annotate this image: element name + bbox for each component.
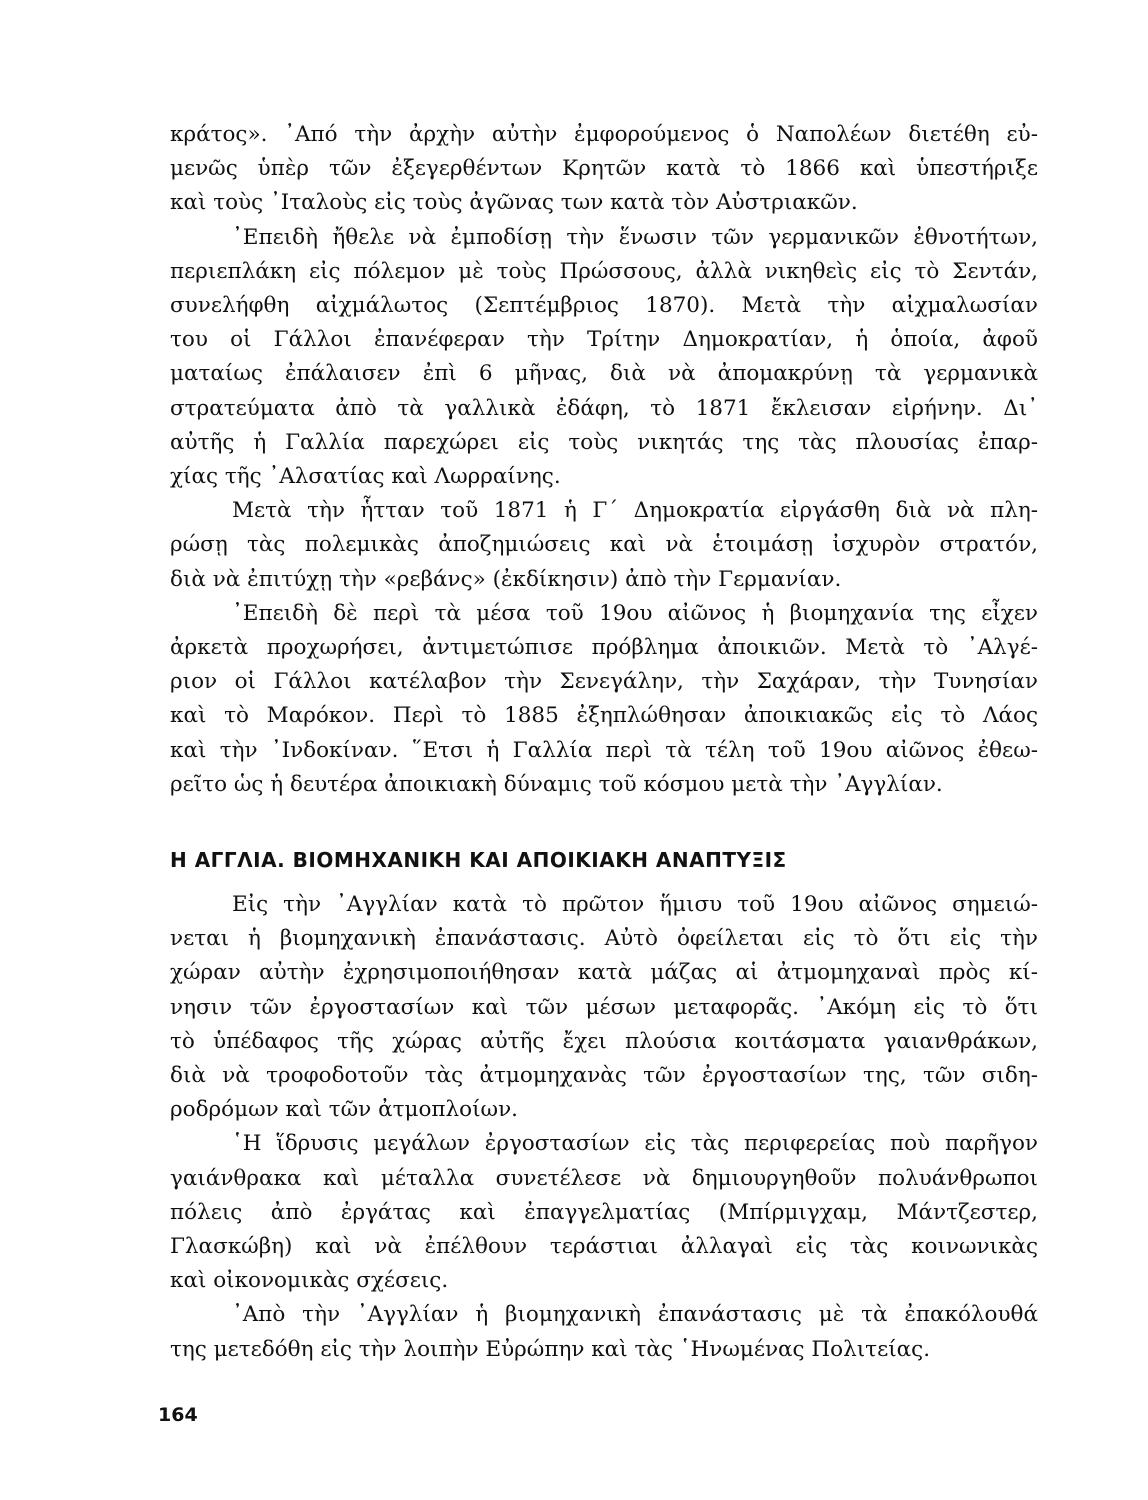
paragraph — [170, 888, 1038, 1127]
text-line: καὶ τὴν ᾿Ινδοκίναν. ῞Ετσι ἡ Γαλλία περὶ τὰ τέλη τοῦ 19ου αἰῶνος ἐθεω- — [170, 737, 1038, 763]
text-line: ροδρόμων καὶ τῶν ἀτμοπλοίων. — [170, 1097, 518, 1123]
text-line: νησιν τῶν ἐργοστασίων καὶ τῶν μέσων μεταφορᾶς. ᾿Ακόμη εἰς τὸ ὅτι — [170, 994, 1038, 1020]
text-line: Μετὰ τὴν ἧτταν τοῦ 1871 ἡ Γ΄ Δημοκρατία εἰργάσθη διὰ νὰ πλη- — [232, 498, 1038, 524]
text-line: ρεῖτο ὡς ἡ δευτέρα ἀποικιακὴ δύναμις τοῦ κόσμου μετὰ τὴν ᾿Αγγλίαν. — [170, 771, 943, 797]
text-line: στρατεύματα ἀπὸ τὰ γαλλικὰ ἐδάφη, τὸ 1871 ἔκλεισαν εἰρήνην. Δι᾿ — [170, 395, 1038, 421]
text-line: καὶ τὸ Μαρόκον. Περὶ τὸ 1885 ἐξηπλώθησαν ἀποικιακῶς εἰς τὸ Λάος — [170, 703, 1038, 729]
section-heading: Η ΑΓΓΛΙΑ. ΒΙΟΜΗΧΑΝΙΚΗ ΚΑΙ ΑΠΟΙΚΙΑΚΗ ΑΝΑΠΤΥΞΙΣ — [170, 848, 787, 872]
text-line: ᾿Επειδὴ δὲ περὶ τὰ μέσα τοῦ 19ου αἰῶνος ἡ βιομηχανία της εἶχεν — [232, 600, 1038, 626]
text-line: χίας τῆς ᾿Αλσατίας καὶ Λωρραίνης. — [170, 464, 561, 490]
paragraph — [170, 1298, 1038, 1366]
text-line: συνελήφθη αἰχμάλωτος (Σεπτέμβριος 1870). Μετὰ τὴν αἰχμαλωσίαν — [170, 293, 1038, 319]
text-line: καὶ τοὺς ᾿Ιταλοὺς εἰς τοὺς ἀγῶνας των κατὰ τὸν Αὐστριακῶν. — [170, 190, 858, 216]
text-line: νεται ἡ βιομηχανικὴ ἐπανάστασις. Αὐτὸ ὀφείλεται εἰς τὸ ὅτι εἰς τὴν — [170, 926, 1038, 952]
paragraph — [170, 597, 1038, 802]
text-line: ἀρκετὰ προχωρήσει, ἀντιμετώπισε πρόβλημα ἀποικιῶν. Μετὰ τὸ ᾿Αλγέ- — [170, 635, 1038, 661]
text-line: ρώσῃ τὰς πολεμικὰς ἀποζημιώσεις καὶ νὰ ἑτοιμάσῃ ἰσχυρὸν στρατόν, — [170, 532, 1038, 558]
paragraph — [170, 221, 1038, 495]
text-line: ᾿Επειδὴ ἤθελε νὰ ἐμποδίσῃ τὴν ἕνωσιν τῶν γερμανικῶν ἐθνοτήτων, — [232, 224, 1038, 250]
body-text-section-2 — [170, 888, 1038, 1367]
text-line: ριον οἱ Γάλλοι κατέλαβον τὴν Σενεγάλην, τὴν Σαχάραν, τὴν Τυνησίαν — [170, 669, 1038, 695]
paragraph — [170, 1127, 1038, 1298]
text-line: αὐτῆς ἡ Γαλλία παρεχώρει εἰς τοὺς νικητάς της τὰς πλουσίας ἐπαρ- — [170, 429, 1038, 455]
text-line: της μετεδόθη εἰς τὴν λοιπὴν Εὐρώπην καὶ τὰς ῾Ηνωμένας Πολιτείας. — [170, 1336, 931, 1362]
text-line: κράτος». ᾿Από τὴν ἀρχὴν αὐτὴν ἐμφορούμενος ὁ Ναπολέων διετέθη εὐ- — [170, 122, 1038, 147]
text-line: διὰ νὰ ἐπιτύχῃ τὴν «ρεβάνς» (ἐκδίκησιν) ἀπὸ τὴν Γερμανίαν. — [170, 566, 842, 592]
text-line: γαιάνθρακα καὶ μέταλλα συνετέλεσε νὰ δημιουργηθοῦν πολυάνθρωποι — [170, 1165, 1038, 1191]
text-line: ᾿Απὸ τὴν ᾿Αγγλίαν ἡ βιομηχανικὴ ἐπανάστασις μὲ τὰ ἐπακόλουθά — [232, 1302, 1038, 1328]
text-line: Εἰς τὴν ᾿Αγγλίαν κατὰ τὸ πρῶτον ἥμισυ τοῦ 19ου αἰῶνος σημειώ- — [232, 892, 1038, 917]
page-number: 164 — [158, 1404, 198, 1426]
text-line: Γλασκώβη) καὶ νὰ ἐπέλθουν τεράστιαι ἀλλαγαὶ εἰς τὰς κοινωνικὰς — [170, 1234, 1038, 1260]
paragraph — [170, 118, 1038, 221]
body-text-section-1 — [170, 118, 1038, 802]
paragraph — [170, 494, 1038, 597]
text-line: διὰ νὰ τροφοδοτοῦν τὰς ἀτμομηχανὰς τῶν ἐργοστασίων της, τῶν σιδη- — [170, 1063, 1038, 1089]
text-line: του οἱ Γάλλοι ἐπανέφεραν τὴν Τρίτην Δημοκρατίαν, ἡ ὁποία, ἀφοῦ — [170, 327, 1038, 353]
text-line: τὸ ὑπέδαφος τῆς χώρας αὐτῆς ἔχει πλούσια κοιτάσματα γαιανθράκων, — [170, 1028, 1038, 1054]
text-line: χώραν αὐτὴν ἐχρησιμοποιήθησαν κατὰ μάζας αἱ ἀτμομηχαναὶ πρὸς κί- — [170, 960, 1038, 986]
text-line: καὶ οἰκονομικὰς σχέσεις. — [170, 1268, 449, 1294]
text-line: ματαίως ἐπάλαισεν ἐπὶ 6 μῆνας, διὰ νὰ ἀπομακρύνῃ τὰ γερμανικὰ — [170, 361, 1038, 387]
text-line: πόλεις ἀπὸ ἐργάτας καὶ ἐπαγγελματίας (Μπίρμιγχαμ, Μάντζεστερ, — [170, 1199, 1038, 1225]
text-line: περιεπλάκη εἰς πόλεμον μὲ τοὺς Πρώσσους, ἀλλὰ νικηθεὶς εἰς τὸ Σεντάν, — [170, 258, 1038, 284]
text-line: μενῶς ὑπὲρ τῶν ἐξεγερθέντων Κρητῶν κατὰ τὸ 1866 καὶ ὑπεστήριξε — [170, 156, 1038, 182]
text-line: ῾Η ἵδρυσις μεγάλων ἐργοστασίων εἰς τὰς περιφερείας ποὺ παρῆγον — [232, 1131, 1038, 1157]
